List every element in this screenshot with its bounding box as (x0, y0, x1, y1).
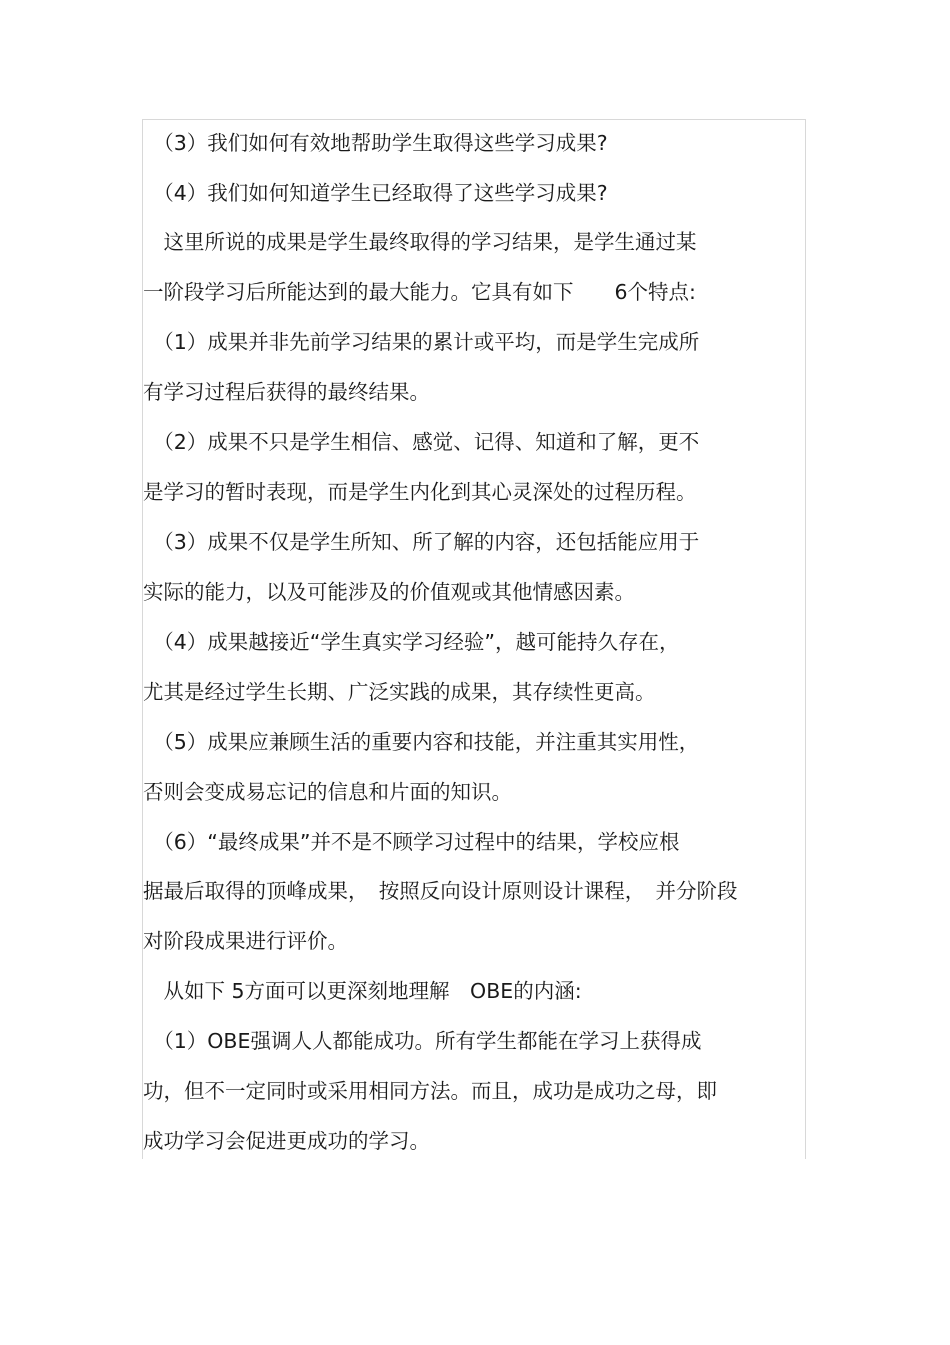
text-line: 据最后取得的顶峰成果， 按照反向设计原则设计课程， 并分阶段 (143, 879, 738, 903)
text-line: （6）“最终成果”并不是不顾学习过程中的结果，学校应根 (143, 830, 680, 854)
text-line: （1）OBE强调人人都能成功。所有学生都能在学习上获得成 (143, 1029, 702, 1053)
text-line: 这里所说的成果是学生最终取得的学习结果，是学生通过某 (143, 230, 697, 254)
text-line: 从如下 5方面可以更深刻地理解 OBE的内涵: (143, 979, 582, 1003)
text-line: 有学习过程后获得的最终结果。 (143, 380, 430, 404)
text-line: 否则会变成易忘记的信息和片面的知识。 (143, 780, 512, 804)
text-line: （2）成果不只是学生相信、感觉、记得、知道和了解，更不 (143, 430, 700, 454)
text-line: （1）成果并非先前学习结果的累计或平均，而是学生完成所 (143, 330, 700, 354)
text-line: 一阶段学习后所能达到的最大能力。它具有如下 6个特点: (143, 280, 696, 304)
text-line: （5）成果应兼顾生活的重要内容和技能，并注重其实用性， (143, 730, 700, 754)
text-line: 实际的能力，以及可能涉及的价值观或其他情感因素。 (143, 580, 635, 604)
text-line: （3）我们如何有效地帮助学生取得这些学习成果? (143, 131, 608, 155)
text-line: 尤其是经过学生长期、广泛实践的成果，其存续性更高。 (143, 680, 656, 704)
text-line: 功，但不一定同时或采用相同方法。而且，成功是成功之母，即 (143, 1079, 717, 1103)
text-line: （3）成果不仅是学生所知、所了解的内容，还包括能应用于 (143, 530, 700, 554)
text-line: 是学习的暂时表现，而是学生内化到其心灵深处的过程历程。 (143, 480, 697, 504)
text-line: （4）成果越接近“学生真实学习经验”，越可能持久存在， (143, 630, 680, 654)
text-line: 对阶段成果进行评价。 (143, 929, 348, 953)
text-line: 成功学习会促进更成功的学习。 (143, 1129, 430, 1153)
text-line: （4）我们如何知道学生已经取得了这些学习成果? (143, 181, 608, 205)
